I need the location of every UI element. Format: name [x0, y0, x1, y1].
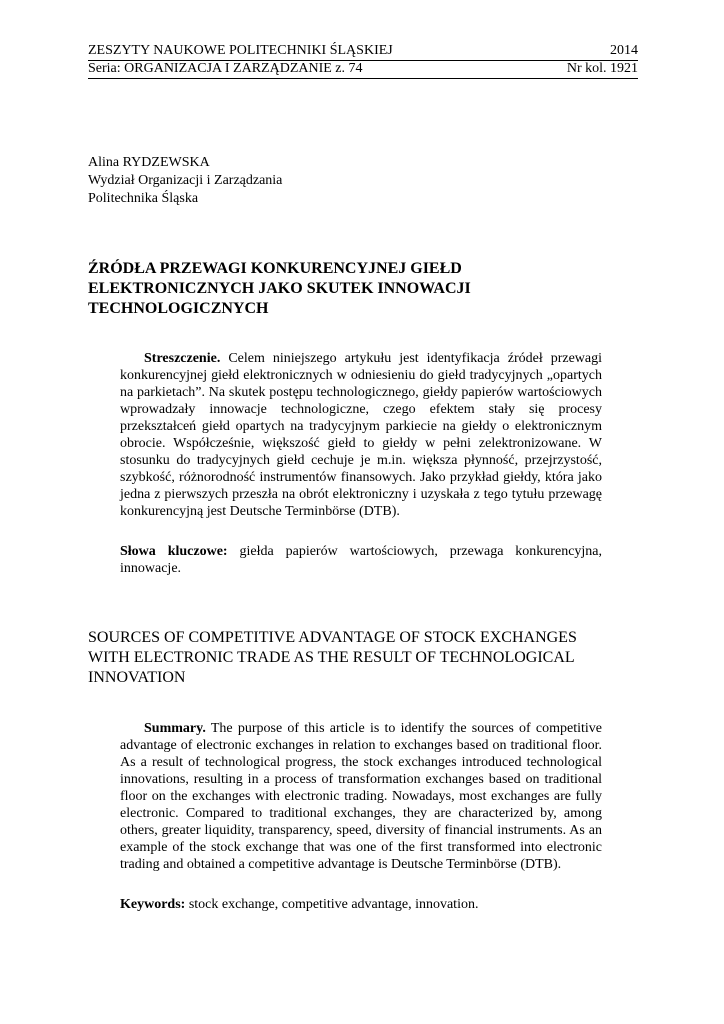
keywords-english-label: Keywords:: [120, 897, 186, 912]
keywords-polish-label: Słowa kluczowe:: [120, 544, 228, 559]
title-english: [88, 628, 648, 688]
abstract-polish-label: Streszczenie.: [144, 351, 221, 366]
journal-name: ZESZYTY NAUKOWE POLITECHNIKI ŚLĄSKIEJ: [88, 43, 393, 58]
journal-series: Seria: ORGANIZACJA I ZARZĄDZANIE z. 74: [88, 61, 363, 76]
running-header-bottom: [88, 61, 638, 77]
keywords-polish-text: giełda papierów wartościowych, przewaga konkurencyjna, innowacje.: [120, 544, 603, 576]
title-polish-line-3: TECHNOLOGICZNYCH: [88, 300, 269, 317]
running-header-top: [88, 43, 638, 59]
author-block: [88, 154, 282, 208]
title-polish-line-1: ŹRÓDŁA PRZEWAGI KONKURENCYJNEJ GIEŁD: [88, 260, 462, 277]
title-polish: [88, 259, 648, 319]
abstract-english: [120, 720, 602, 873]
title-english-line-1: SOURCES OF COMPETITIVE ADVANTAGE OF STOCK EXCHANGES: [88, 629, 577, 646]
author-name: Alina RYDZEWSKA: [88, 155, 210, 170]
abstract-polish: [120, 350, 602, 520]
title-polish-line-2: ELEKTRONICZNYCH JAKO SKUTEK INNOWACJI: [88, 280, 471, 297]
author-university: Politechnika Śląska: [88, 191, 199, 206]
keywords-english: [120, 896, 602, 913]
abstract-polish-text: Celem niniejszego artykułu jest identyfikacja źródeł przewagi konkurencyjnej giełd elektronicznych w odniesieniu do giełd tradycyjnych „opartych na parkietach”. Na skutek postępu technologicznego, giełdy papierów wartościowych wprowadzały innowacje technologiczne, czego efektem stały się procesy przekształceń giełd opartych na tradycyjnym parkiecie na giełdy o elektronicznym obrocie. Współcześnie, większość giełd to giełdy w pełni zelektronizowane. W stosunku do tradycyjnych giełd cechuje je m.in. większa płynność, przejrzystość, szybkość, różnorodność instrumentów finansowych. Jako przykład giełdy, która jako jedna z pierwszych przeszła na obrót elektroniczny i uzyskała z tego tytułu przewagę konkurencyjną jest Deutsche Terminbörse (DTB).: [120, 351, 603, 519]
title-english-line-3: INNOVATION: [88, 669, 186, 686]
keywords-english-text: stock exchange, competitive advantage, innovation.: [188, 897, 479, 912]
journal-year: 2014: [610, 43, 638, 58]
abstract-english-label: Summary.: [144, 721, 206, 736]
abstract-english-text: The purpose of this article is to identify the sources of competitive advantage of electronic exchanges in relation to exchanges based on traditional floor. As a result of technological progress, the stock exchanges introduced technological innovations, resulting in a process of transformation exchanges based on traditional floor on the exchanges with electronic trading. Nowadays, most exchanges are fully electronic. Compared to traditional exchanges, they are characterized by, among others, greater liquidity, transparency, speed, diversity of financial instruments. As an example of the stock exchange that was one of the first transformed into electronic trading and obtained a competitive advantage is Deutsche Terminbörse (DTB).: [120, 721, 602, 872]
header-rule-bottom: [88, 78, 638, 79]
keywords-polish: [120, 543, 602, 577]
title-english-line-2: WITH ELECTRONIC TRADE AS THE RESULT OF TECHNOLOGICAL: [88, 649, 575, 666]
author-faculty: Wydział Organizacji i Zarządzania: [88, 173, 283, 188]
journal-number: Nr kol. 1921: [566, 61, 638, 76]
